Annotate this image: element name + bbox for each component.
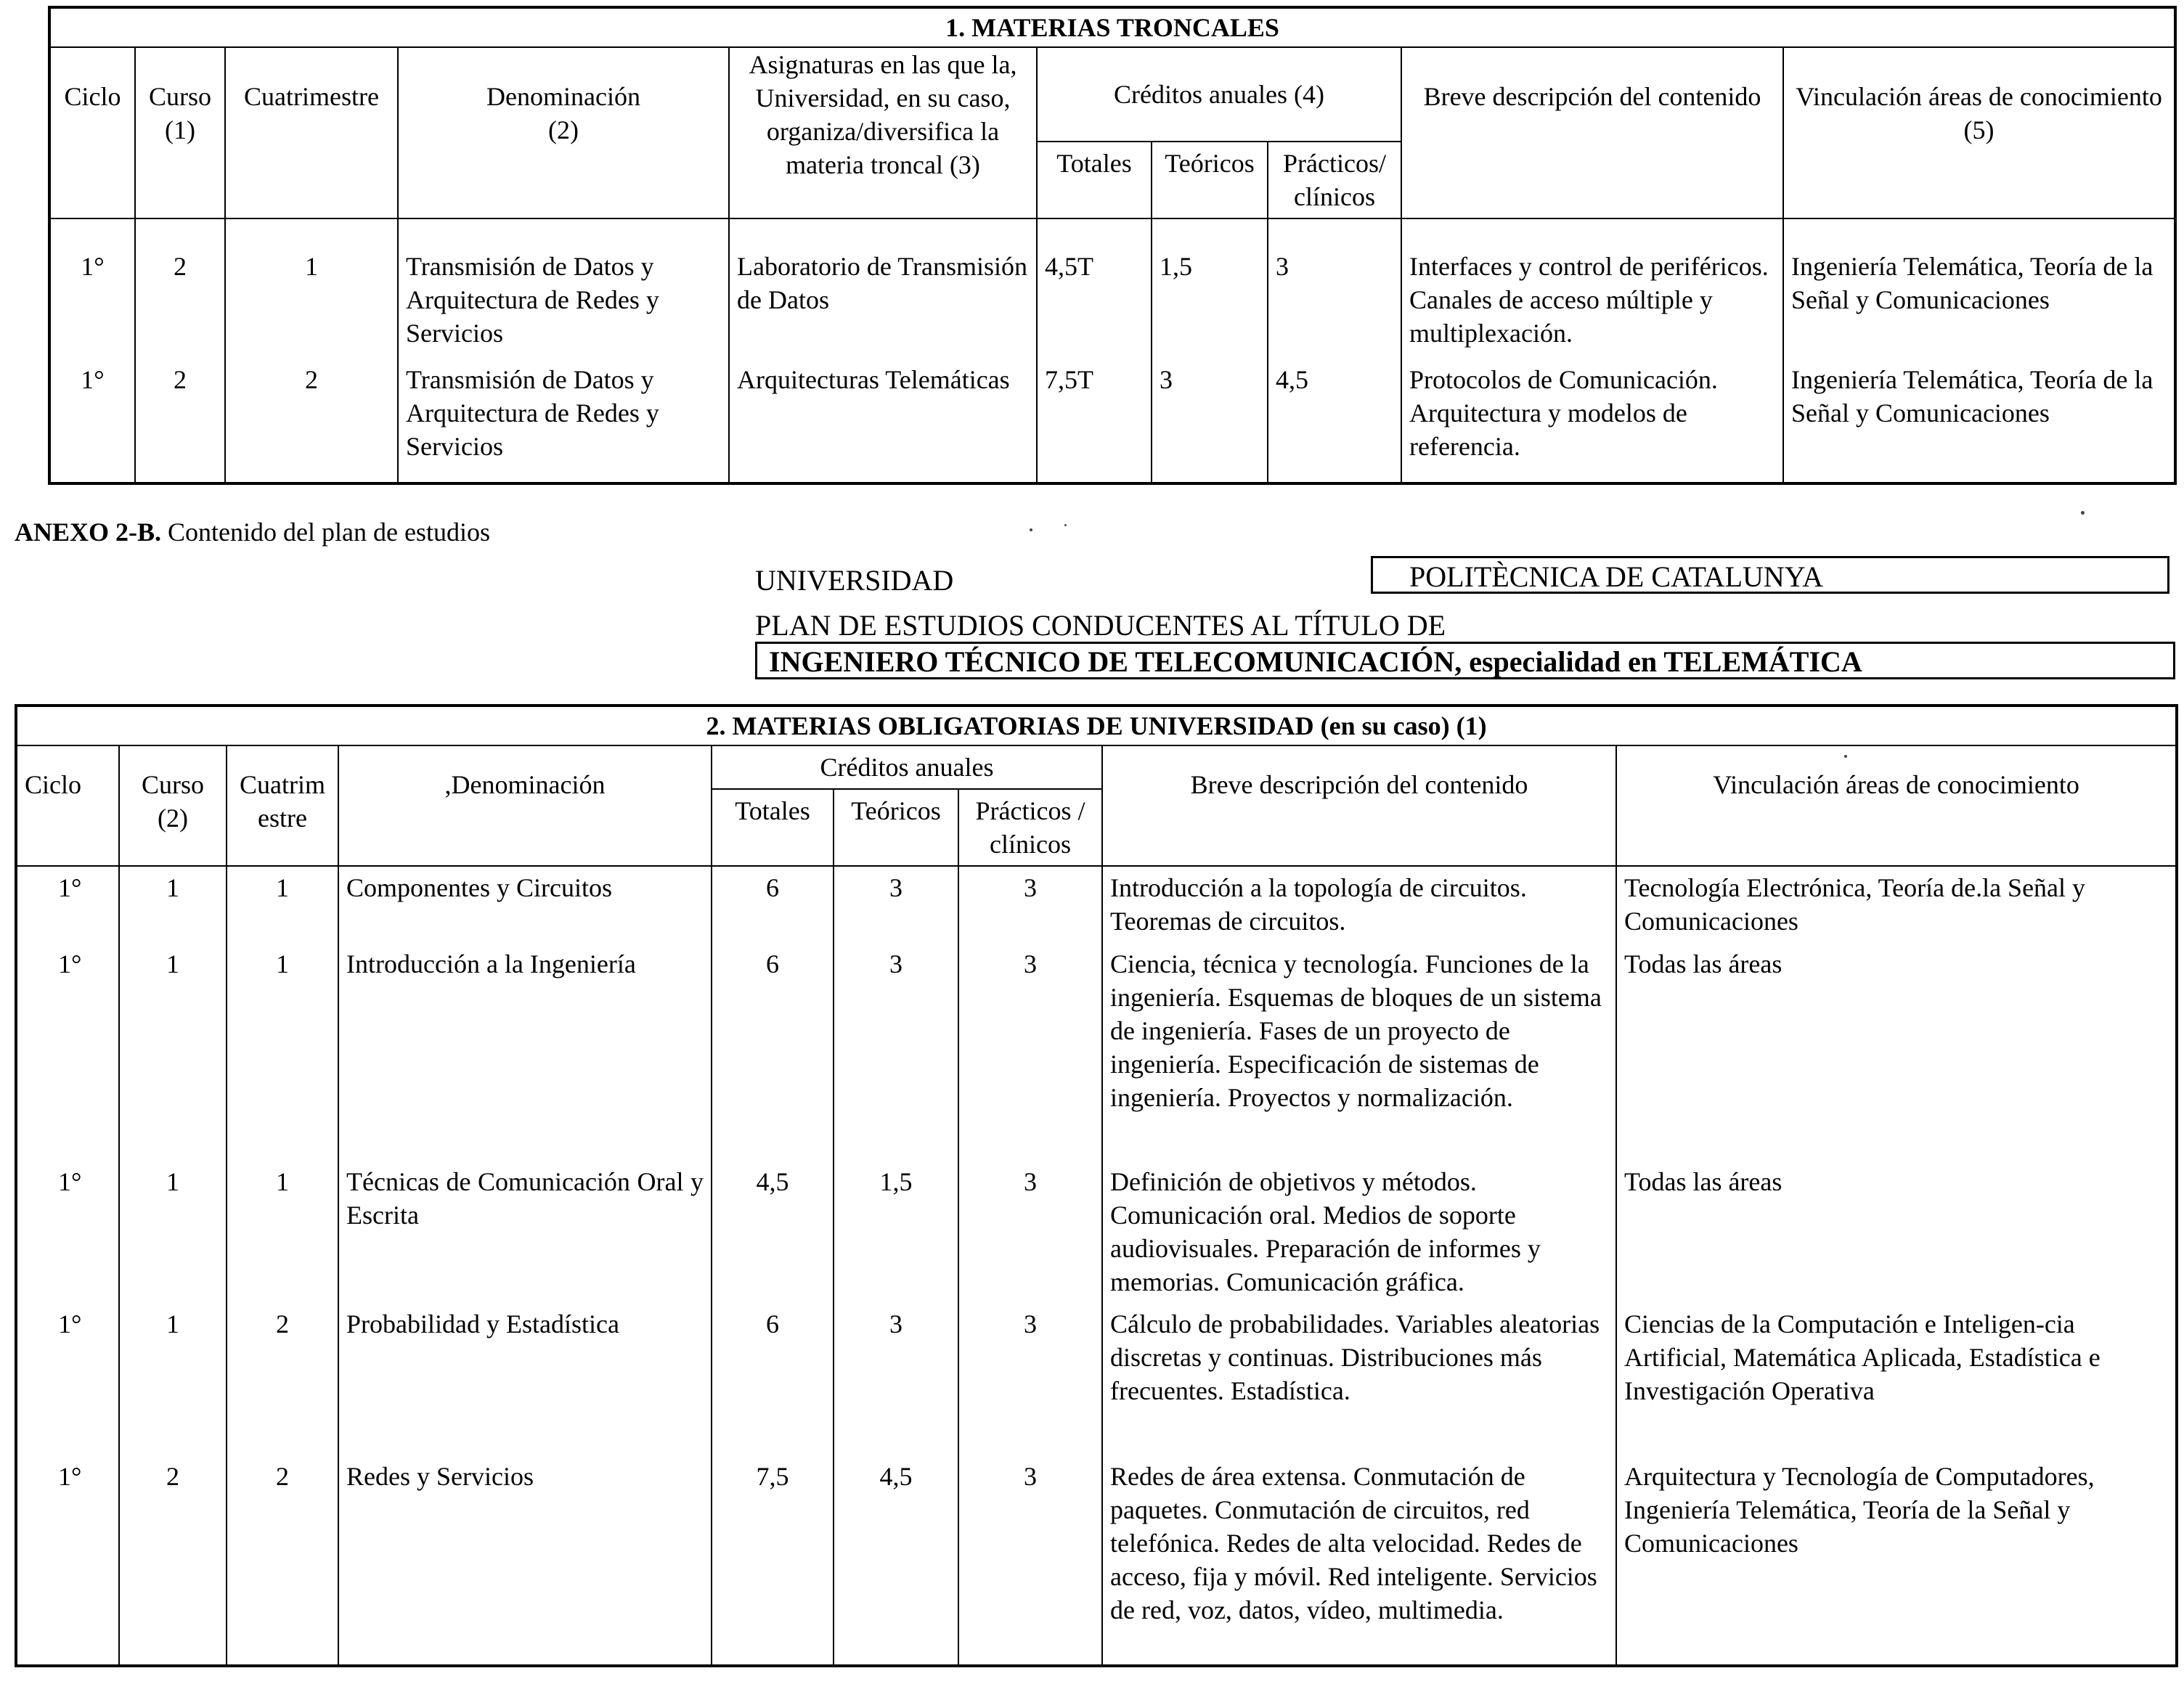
cell-cuatrim: 1 (227, 1161, 338, 1303)
cell-curso: 1 (119, 943, 227, 1161)
cell-teoricos: 4,5 (834, 1455, 958, 1666)
cell-practicos: 4,5 (1268, 354, 1401, 483)
cell-vinculacion: Tecnología Electrónica, Teoría de.la Señal y Comunicaciones (1616, 866, 2177, 943)
cell-teoricos: 1,5 (834, 1161, 958, 1303)
header-totales: Totales (712, 789, 834, 866)
cell-ciclo: 1° (16, 866, 119, 943)
cell-cuatrim: 1 (227, 866, 338, 943)
cell-denominacion: Componentes y Circuitos (338, 866, 712, 943)
header-vinculacion: Vinculación áreas de conocimiento (1616, 745, 2177, 866)
cell-ciclo: 1° (49, 218, 135, 354)
cell-vinculacion: Arquitectura y Tecnología de Computadores, Ingeniería Telemática, Teoría de la Señal y Comunicaciones (1616, 1455, 2177, 1666)
cell-vinculacion: Ciencias de la Computación e Inteligen-cia Artificial, Matemática Aplicada, Estadística e Investigación Operativa (1616, 1303, 2177, 1455)
cell-totales: 6 (712, 866, 834, 943)
table-row (49, 354, 2175, 483)
table-row (16, 1455, 2177, 1666)
cell-curso: 2 (119, 1455, 227, 1666)
cell-denominacion: Transmisión de Datos y Arquitectura de Redes y Servicios (398, 218, 729, 354)
header-ciclo: Ciclo (49, 47, 135, 218)
header-curso: Curso (1) (135, 47, 225, 218)
troncales-title: 1. MATERIAS TRONCALES (49, 7, 2175, 47)
scan-speck (2081, 511, 2085, 515)
cell-practicos: 3 (1268, 218, 1401, 354)
obligatorias-title: 2. MATERIAS OBLIGATORIAS DE UNIVERSIDAD (en su caso) (1) (16, 706, 2177, 745)
scan-speck (1030, 528, 1032, 531)
university-name-box: POLITÈCNICA DE CATALUNYA (1371, 556, 2169, 594)
cell-cuatrim: 1 (227, 943, 338, 1161)
table-row (49, 218, 2175, 354)
cell-descripcion: Interfaces y control de periféricos. Canales de acceso múltiple y multiplexación. (1401, 218, 1783, 354)
cell-asignaturas: Arquitecturas Telemáticas (729, 354, 1037, 483)
cell-totales: 7,5T (1037, 354, 1152, 483)
table-row (16, 866, 2177, 943)
obligatorias-table (15, 704, 2178, 1667)
cell-ciclo: 1° (16, 1161, 119, 1303)
header-curso: Curso (2) (119, 745, 227, 866)
cell-cuatrimestre: 1 (225, 218, 398, 354)
annex-text: Contenido del plan de estudios (161, 518, 490, 547)
cell-descripcion: Protocolos de Comunicación. Arquitectura y modelos de referencia. (1401, 354, 1783, 483)
cell-denominacion: Transmisión de Datos y Arquitectura de Redes y Servicios (398, 354, 729, 483)
header-denominacion: Denominación (2) (398, 47, 729, 218)
cell-practicos: 3 (958, 1161, 1102, 1303)
header-ciclo: Ciclo (16, 745, 119, 866)
university-label: UNIVERSIDAD (755, 564, 954, 597)
header-descripcion: Breve descripción del contenido (1401, 47, 1783, 218)
cell-totales: 7,5 (712, 1455, 834, 1666)
cell-totales: 6 (712, 943, 834, 1161)
cell-ciclo: 1° (16, 1455, 119, 1666)
cell-curso: 1 (119, 1161, 227, 1303)
cell-curso: 2 (135, 354, 225, 483)
header-teoricos: Teóricos (1152, 142, 1268, 218)
cell-teoricos: 3 (1152, 354, 1268, 483)
header-creditos: Créditos anuales (4) (1037, 47, 1401, 142)
annex-heading (15, 517, 490, 547)
header-totales: Totales (1037, 142, 1152, 218)
table-row (16, 1303, 2177, 1455)
header-practicos: Prácticos/ clínicos (1268, 142, 1401, 218)
cell-denominacion: Introducción a la Ingeniería (338, 943, 712, 1161)
cell-denominacion: Técnicas de Comunicación Oral y Escrita (338, 1161, 712, 1303)
header-vinculacion: Vinculación áreas de conocimiento (5) (1783, 47, 2175, 218)
cell-totales: 4,5 (712, 1161, 834, 1303)
cell-asignaturas: Laboratorio de Transmisión de Datos (729, 218, 1037, 354)
degree-title-box: INGENIERO TÉCNICO DE TELECOMUNICACIÓN, especialidad en TELEMÁTICA (755, 642, 2175, 679)
cell-cuatrimestre: 2 (225, 354, 398, 483)
cell-curso: 1 (119, 866, 227, 943)
cell-denominacion: Probabilidad y Estadística (338, 1303, 712, 1455)
cell-vinculacion: Ingeniería Telemática, Teoría de la Señal y Comunicaciones (1783, 218, 2175, 354)
cell-curso: 2 (135, 218, 225, 354)
cell-cuatrim: 2 (227, 1455, 338, 1666)
cell-practicos: 3 (958, 1455, 1102, 1666)
cell-vinculacion: Todas las áreas (1616, 1161, 2177, 1303)
header-denominacion: ,Denominación (338, 745, 712, 866)
cell-descripcion: Introducción a la topología de circuitos. Teoremas de circuitos. (1102, 866, 1616, 943)
cell-totales: 6 (712, 1303, 834, 1455)
header-cuatrimestre: Cuatrimestre (225, 47, 398, 218)
cell-practicos: 3 (958, 943, 1102, 1161)
cell-descripcion: Redes de área extensa. Conmutación de paquetes. Conmutación de circuitos, red telefónica. Redes de alta velocidad. Redes de acceso, fija y móvil. Red inteligente. Servicios de red, voz, datos, vídeo, multimedia. (1102, 1455, 1616, 1666)
cell-vinculacion: Todas las áreas (1616, 943, 2177, 1161)
cell-teoricos: 1,5 (1152, 218, 1268, 354)
troncales-table (48, 6, 2177, 485)
cell-ciclo: 1° (16, 943, 119, 1161)
cell-descripcion: Ciencia, técnica y tecnología. Funciones de la ingeniería. Esquemas de bloques de un sistema de ingeniería. Fases de un proyecto de ingeniería. Especificación de sistemas de ingeniería. Proyectos y normalización. (1102, 943, 1616, 1161)
header-asignaturas: Asignaturas en las que la, Universidad, en su caso, organiza/diversifica la materia troncal (3) (729, 47, 1037, 218)
cell-vinculacion: Ingeniería Telemática, Teoría de la Señal y Comunicaciones (1783, 354, 2175, 483)
plan-label: PLAN DE ESTUDIOS CONDUCENTES AL TÍTULO DE (755, 609, 1446, 642)
cell-curso: 1 (119, 1303, 227, 1455)
cell-teoricos: 3 (834, 943, 958, 1161)
cell-descripcion: Definición de objetivos y métodos. Comunicación oral. Medios de soporte audiovisuales. Preparación de informes y memorias. Comunicación gráfica. (1102, 1161, 1616, 1303)
cell-practicos: 3 (958, 866, 1102, 943)
cell-ciclo: 1° (49, 354, 135, 483)
cell-ciclo: 1° (16, 1303, 119, 1455)
cell-denominacion: Redes y Servicios (338, 1455, 712, 1666)
header-descripcion: Breve descripción del contenido (1102, 745, 1616, 866)
scan-speck (1844, 755, 1847, 758)
header-practicos: Prácticos / clínicos (958, 789, 1102, 866)
header-cuatrim: Cuatrim estre (227, 745, 338, 866)
header-teoricos: Teóricos (834, 789, 958, 866)
cell-teoricos: 3 (834, 1303, 958, 1455)
cell-totales: 4,5T (1037, 218, 1152, 354)
scan-speck (1064, 524, 1067, 526)
table-row (16, 1161, 2177, 1303)
header-creditos: Créditos anuales (712, 745, 1102, 789)
table-row (16, 943, 2177, 1161)
annex-label: ANEXO 2-B. (15, 518, 162, 547)
cell-teoricos: 3 (834, 866, 958, 943)
cell-cuatrim: 2 (227, 1303, 338, 1455)
cell-practicos: 3 (958, 1303, 1102, 1455)
cell-descripcion: Cálculo de probabilidades. Variables aleatorias discretas y continuas. Distribuciones más frecuentes. Estadística. (1102, 1303, 1616, 1455)
